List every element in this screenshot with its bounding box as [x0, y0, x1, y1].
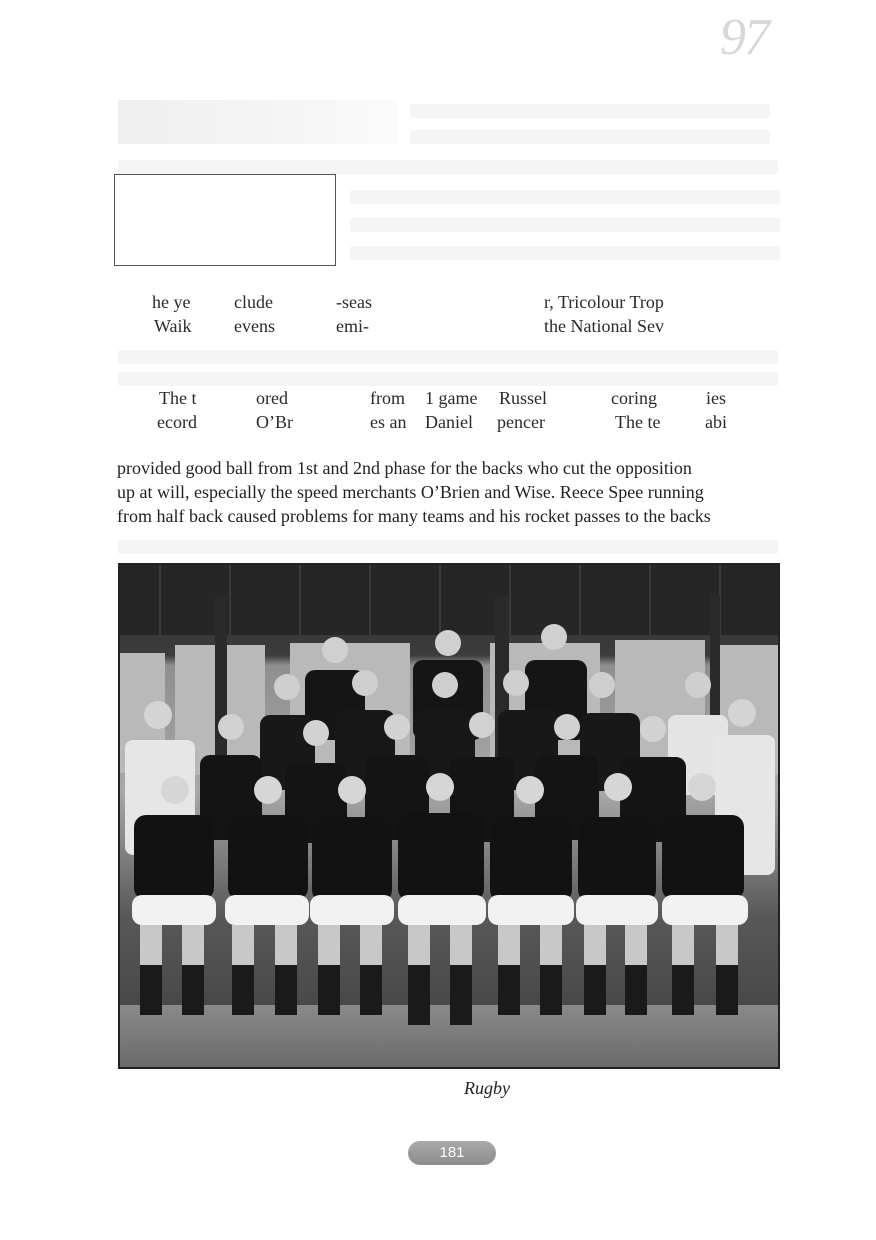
faded-line [118, 372, 778, 386]
text-fragment: Waik [154, 316, 192, 336]
text-fragment: pencer [497, 412, 545, 432]
paragraph-line: provided good ball from 1st and 2nd phase for the backs who cut the opposition [117, 458, 692, 478]
body-paragraph [117, 456, 781, 528]
faded-title [118, 100, 398, 144]
text-fragment: evens [234, 316, 275, 336]
faded-line [118, 160, 778, 174]
faded-line [118, 540, 778, 554]
text-fragment: from [370, 388, 405, 408]
team-photo [118, 563, 780, 1069]
page-number-badge: 181 [408, 1141, 496, 1165]
faded-line [350, 218, 780, 232]
photo-caption: Rugby [464, 1078, 510, 1098]
text-fragment: -seas [336, 292, 372, 312]
text-fragment: ored [256, 388, 288, 408]
text-fragment: es an [370, 412, 407, 432]
image-placeholder-box [114, 174, 336, 266]
text-fragment: abi [705, 412, 727, 432]
text-fragment: emi- [336, 316, 369, 336]
faded-line [410, 130, 770, 144]
text-fragment: the National Sev [544, 316, 664, 336]
paragraph-line: up at will, especially the speed merchants O’Brien and Wise. Reece Spee running [117, 482, 704, 502]
faded-line [118, 350, 778, 364]
text-fragment: ecord [157, 412, 197, 432]
text-fragment: The t [159, 388, 197, 408]
faded-line [350, 190, 780, 204]
text-fragment: Russel [499, 388, 548, 408]
text-fragment: r, Tricolour Trop [544, 292, 664, 312]
text-fragment: coring [611, 388, 657, 408]
paragraph-line: from half back caused problems for many teams and his rocket passes to the backs [117, 506, 711, 526]
text-fragment: clude [234, 292, 273, 312]
text-fragment: Daniel [425, 412, 473, 432]
team-photo-illustration [120, 565, 778, 1067]
text-fragment: he ye [152, 292, 191, 312]
text-fragment: The te [615, 412, 661, 432]
year-mark: 97 [720, 9, 768, 66]
text-fragment: O’Br [256, 412, 293, 432]
text-fragment: ies [706, 388, 726, 408]
text-fragment: 1 game [425, 388, 478, 408]
faded-line [350, 246, 780, 260]
faded-line [410, 104, 770, 118]
